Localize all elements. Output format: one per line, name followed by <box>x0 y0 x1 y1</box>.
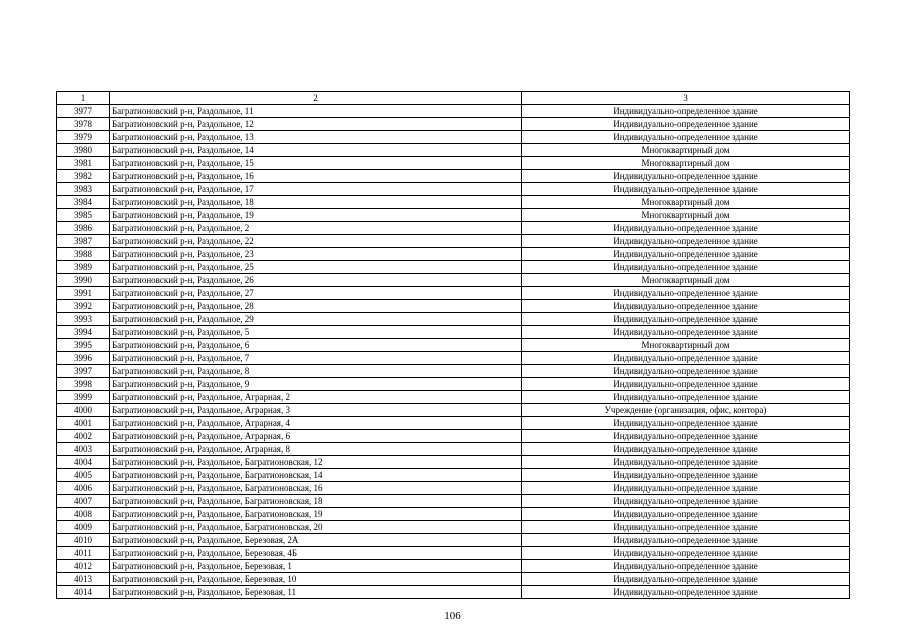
address-cell: Багратионовский р-н, Раздольное, 16 <box>110 170 522 183</box>
row-number-cell: 3991 <box>57 287 110 300</box>
address-cell: Багратионовский р-н, Раздольное, Аграрная, 4 <box>110 417 522 430</box>
row-number-cell: 3982 <box>57 170 110 183</box>
object-type-cell: Индивидуально-определенное здание <box>522 495 850 508</box>
table-row <box>57 391 850 404</box>
row-number-cell: 3997 <box>57 365 110 378</box>
object-type-cell: Учреждение (организация, офис, контора) <box>522 404 850 417</box>
address-cell: Багратионовский р-н, Раздольное, Березовая, 1 <box>110 560 522 573</box>
object-type-cell: Индивидуально-определенное здание <box>522 248 850 261</box>
address-cell: Багратионовский р-н, Раздольное, 11 <box>110 105 522 118</box>
row-number-cell: 4013 <box>57 573 110 586</box>
table-row <box>57 222 850 235</box>
address-cell: Багратионовский р-н, Раздольное, 25 <box>110 261 522 274</box>
object-type-cell: Индивидуально-определенное здание <box>522 365 850 378</box>
table-row <box>57 183 850 196</box>
object-type-cell: Многоквартирный дом <box>522 209 850 222</box>
column-header-type: 3 <box>522 92 850 105</box>
row-number-cell: 3995 <box>57 339 110 352</box>
object-type-cell: Индивидуально-определенное здание <box>522 352 850 365</box>
table-row <box>57 118 850 131</box>
row-number-cell: 3990 <box>57 274 110 287</box>
column-header-address: 2 <box>110 92 522 105</box>
object-type-cell: Индивидуально-определенное здание <box>522 391 850 404</box>
table-row <box>57 209 850 222</box>
row-number-cell: 4010 <box>57 534 110 547</box>
row-number-cell: 3986 <box>57 222 110 235</box>
row-number-cell: 4014 <box>57 586 110 599</box>
address-cell: Багратионовский р-н, Раздольное, Аграрная, 8 <box>110 443 522 456</box>
address-cell: Багратионовский р-н, Раздольное, 29 <box>110 313 522 326</box>
table-row <box>57 482 850 495</box>
row-number-cell: 3980 <box>57 144 110 157</box>
object-type-cell: Многоквартирный дом <box>522 157 850 170</box>
row-number-cell: 4001 <box>57 417 110 430</box>
table-row <box>57 196 850 209</box>
object-type-cell: Индивидуально-определенное здание <box>522 586 850 599</box>
address-cell: Багратионовский р-н, Раздольное, 19 <box>110 209 522 222</box>
row-number-cell: 3998 <box>57 378 110 391</box>
row-number-cell: 3996 <box>57 352 110 365</box>
table-row <box>57 534 850 547</box>
table-row <box>57 261 850 274</box>
address-cell: Багратионовский р-н, Раздольное, Аграрная, 6 <box>110 430 522 443</box>
row-number-cell: 4004 <box>57 456 110 469</box>
object-type-cell: Индивидуально-определенное здание <box>522 131 850 144</box>
address-cell: Багратионовский р-н, Раздольное, 26 <box>110 274 522 287</box>
table-row <box>57 131 850 144</box>
table-body <box>57 105 850 599</box>
row-number-cell: 4005 <box>57 469 110 482</box>
table-row <box>57 274 850 287</box>
object-type-cell: Индивидуально-определенное здание <box>522 443 850 456</box>
object-type-cell: Индивидуально-определенное здание <box>522 547 850 560</box>
row-number-cell: 3978 <box>57 118 110 131</box>
row-number-cell: 3989 <box>57 261 110 274</box>
object-type-cell: Индивидуально-определенное здание <box>522 326 850 339</box>
address-cell: Багратионовский р-н, Раздольное, 7 <box>110 352 522 365</box>
table-row <box>57 248 850 261</box>
row-number-cell: 3999 <box>57 391 110 404</box>
document-table <box>56 91 850 599</box>
address-cell: Багратионовский р-н, Раздольное, 13 <box>110 131 522 144</box>
row-number-cell: 4000 <box>57 404 110 417</box>
table-row <box>57 365 850 378</box>
address-cell: Багратионовский р-н, Раздольное, Березовая, 11 <box>110 586 522 599</box>
row-number-cell: 3983 <box>57 183 110 196</box>
address-cell: Багратионовский р-н, Раздольное, 18 <box>110 196 522 209</box>
row-number-cell: 3979 <box>57 131 110 144</box>
table-row <box>57 144 850 157</box>
row-number-cell: 3984 <box>57 196 110 209</box>
address-cell: Багратионовский р-н, Раздольное, Багратионовская, 12 <box>110 456 522 469</box>
address-cell: Багратионовский р-н, Раздольное, 14 <box>110 144 522 157</box>
address-cell: Багратионовский р-н, Раздольное, 17 <box>110 183 522 196</box>
object-type-cell: Индивидуально-определенное здание <box>522 508 850 521</box>
page-number: 106 <box>444 610 461 622</box>
row-number-cell: 4011 <box>57 547 110 560</box>
object-type-cell: Индивидуально-определенное здание <box>522 521 850 534</box>
address-cell: Багратионовский р-н, Раздольное, Багратионовская, 19 <box>110 508 522 521</box>
table-row <box>57 352 850 365</box>
object-type-cell: Индивидуально-определенное здание <box>522 170 850 183</box>
table-row <box>57 547 850 560</box>
table-row <box>57 560 850 573</box>
row-number-cell: 3992 <box>57 300 110 313</box>
object-type-cell: Индивидуально-определенное здание <box>522 235 850 248</box>
object-type-cell: Индивидуально-определенное здание <box>522 261 850 274</box>
table-row <box>57 443 850 456</box>
table-row <box>57 521 850 534</box>
object-type-cell: Индивидуально-определенное здание <box>522 313 850 326</box>
row-number-cell: 3994 <box>57 326 110 339</box>
table-row <box>57 339 850 352</box>
object-type-cell: Индивидуально-определенное здание <box>522 378 850 391</box>
table-row <box>57 157 850 170</box>
table-row <box>57 300 850 313</box>
address-cell: Багратионовский р-н, Раздольное, Аграрная, 3 <box>110 404 522 417</box>
address-cell: Багратионовский р-н, Раздольное, 23 <box>110 248 522 261</box>
address-cell: Багратионовский р-н, Раздольное, Багратионовская, 14 <box>110 469 522 482</box>
address-cell: Багратионовский р-н, Раздольное, Багратионовская, 20 <box>110 521 522 534</box>
row-number-cell: 3987 <box>57 235 110 248</box>
address-cell: Багратионовский р-н, Раздольное, 15 <box>110 157 522 170</box>
address-cell: Багратионовский р-н, Раздольное, 5 <box>110 326 522 339</box>
address-cell: Багратионовский р-н, Раздольное, 2 <box>110 222 522 235</box>
object-type-cell: Индивидуально-определенное здание <box>522 105 850 118</box>
table-row <box>57 170 850 183</box>
object-type-cell: Индивидуально-определенное здание <box>522 183 850 196</box>
table-row <box>57 430 850 443</box>
table-row <box>57 235 850 248</box>
row-number-cell: 4012 <box>57 560 110 573</box>
object-type-cell: Многоквартирный дом <box>522 274 850 287</box>
row-number-cell: 3988 <box>57 248 110 261</box>
address-cell: Багратионовский р-н, Раздольное, Березовая, 4Б <box>110 547 522 560</box>
object-type-cell: Индивидуально-определенное здание <box>522 417 850 430</box>
row-number-cell: 4009 <box>57 521 110 534</box>
column-header-number: 1 <box>57 92 110 105</box>
row-number-cell: 3977 <box>57 105 110 118</box>
table-header-row <box>57 92 850 105</box>
row-number-cell: 4006 <box>57 482 110 495</box>
row-number-cell: 3985 <box>57 209 110 222</box>
address-cell: Багратионовский р-н, Раздольное, 8 <box>110 365 522 378</box>
table-row <box>57 417 850 430</box>
object-type-cell: Индивидуально-определенное здание <box>522 287 850 300</box>
object-type-cell: Многоквартирный дом <box>522 196 850 209</box>
row-number-cell: 4002 <box>57 430 110 443</box>
row-number-cell: 4003 <box>57 443 110 456</box>
table-row <box>57 469 850 482</box>
table-row <box>57 378 850 391</box>
object-type-cell: Многоквартирный дом <box>522 339 850 352</box>
address-cell: Багратионовский р-н, Раздольное, 12 <box>110 118 522 131</box>
address-cell: Багратионовский р-н, Раздольное, 22 <box>110 235 522 248</box>
address-cell: Багратионовский р-н, Раздольное, 27 <box>110 287 522 300</box>
row-number-cell: 4007 <box>57 495 110 508</box>
object-type-cell: Многоквартирный дом <box>522 144 850 157</box>
object-type-cell: Индивидуально-определенное здание <box>522 300 850 313</box>
address-cell: Багратионовский р-н, Раздольное, 6 <box>110 339 522 352</box>
table-row <box>57 573 850 586</box>
table-row <box>57 287 850 300</box>
object-type-cell: Индивидуально-определенное здание <box>522 222 850 235</box>
object-type-cell: Индивидуально-определенное здание <box>522 573 850 586</box>
table-row <box>57 313 850 326</box>
address-cell: Багратионовский р-н, Раздольное, 28 <box>110 300 522 313</box>
table-row <box>57 105 850 118</box>
object-type-cell: Индивидуально-определенное здание <box>522 118 850 131</box>
address-cell: Багратионовский р-н, Раздольное, 9 <box>110 378 522 391</box>
table-row <box>57 326 850 339</box>
table-row <box>57 586 850 599</box>
table-row <box>57 456 850 469</box>
address-cell: Багратионовский р-н, Раздольное, Березовая, 2А <box>110 534 522 547</box>
address-cell: Багратионовский р-н, Раздольное, Аграрная, 2 <box>110 391 522 404</box>
row-number-cell: 3981 <box>57 157 110 170</box>
table-row <box>57 404 850 417</box>
object-type-cell: Индивидуально-определенное здание <box>522 482 850 495</box>
object-type-cell: Индивидуально-определенное здание <box>522 534 850 547</box>
table-row <box>57 495 850 508</box>
object-type-cell: Индивидуально-определенное здание <box>522 430 850 443</box>
table-row <box>57 508 850 521</box>
row-number-cell: 4008 <box>57 508 110 521</box>
object-type-cell: Индивидуально-определенное здание <box>522 560 850 573</box>
address-cell: Багратионовский р-н, Раздольное, Березовая, 10 <box>110 573 522 586</box>
row-number-cell: 3993 <box>57 313 110 326</box>
object-type-cell: Индивидуально-определенное здание <box>522 469 850 482</box>
address-cell: Багратионовский р-н, Раздольное, Багратионовская, 18 <box>110 495 522 508</box>
address-cell: Багратионовский р-н, Раздольное, Багратионовская, 16 <box>110 482 522 495</box>
object-type-cell: Индивидуально-определенное здание <box>522 456 850 469</box>
